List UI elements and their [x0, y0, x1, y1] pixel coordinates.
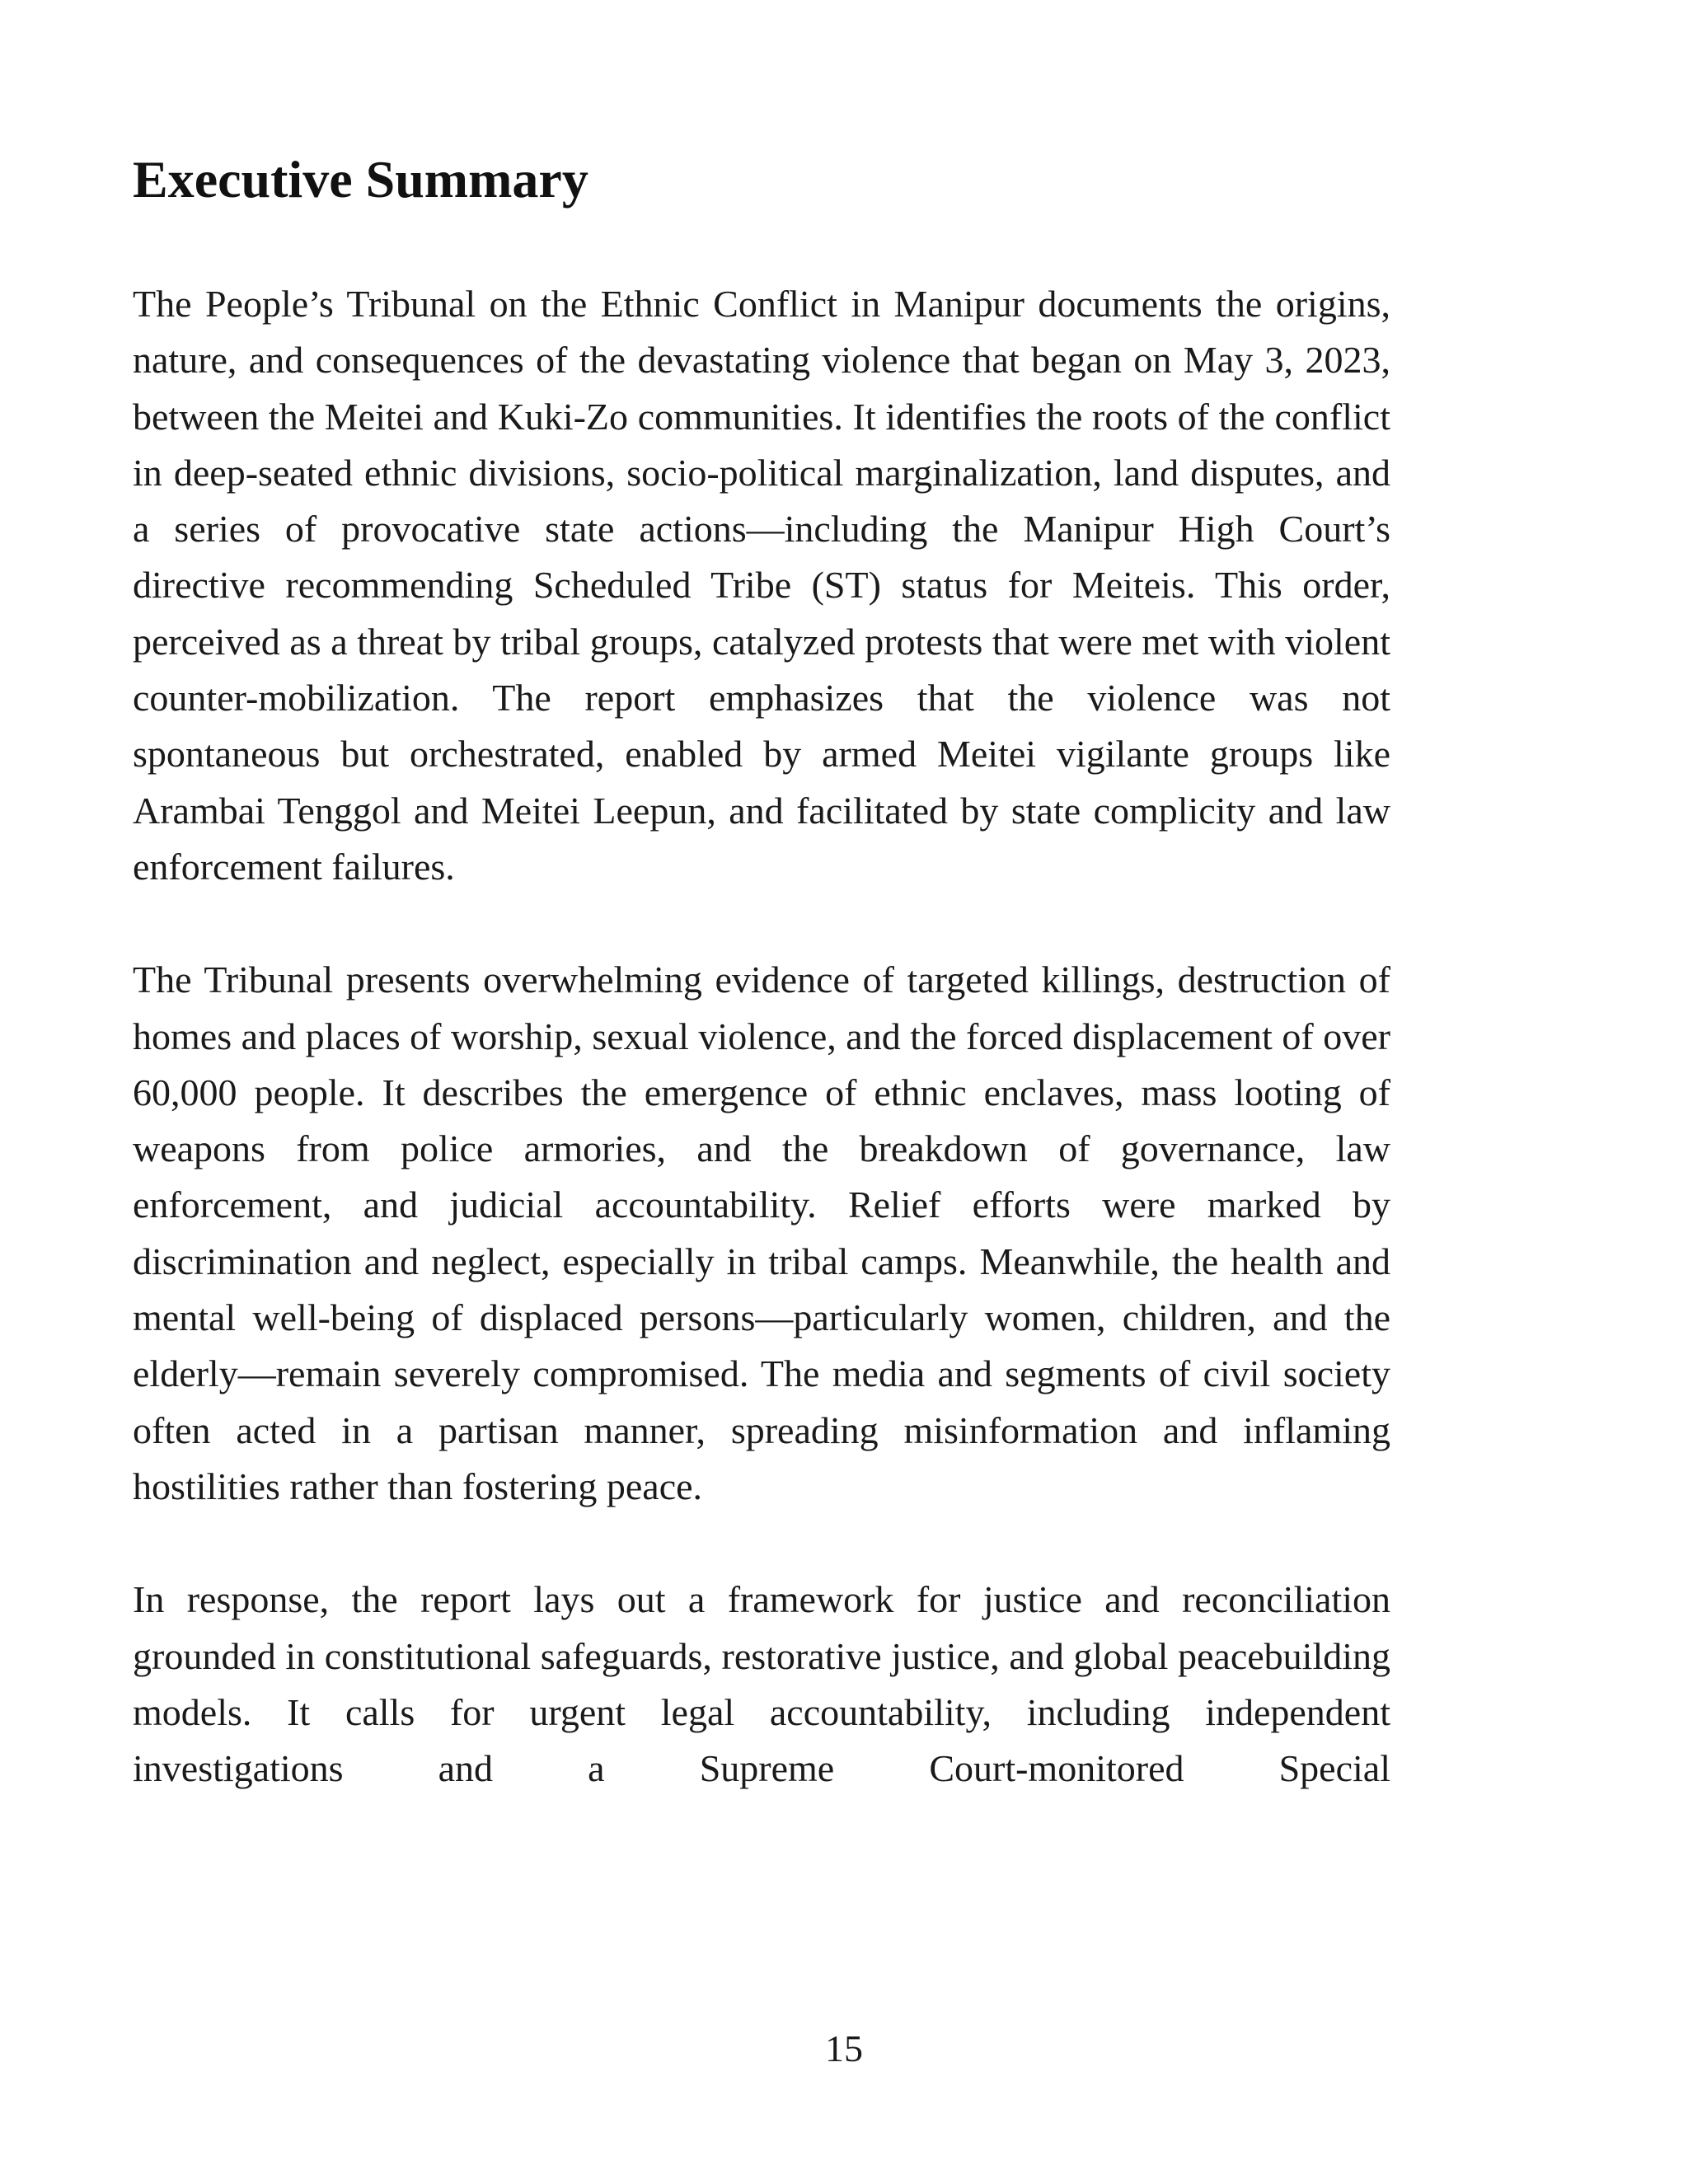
paragraph-3: In response, the report lays out a framework for justice and reconciliation grounded in constitutional safeguards, restorative justice, and global peacebuilding models. It calls for urgent legal accountability, including independent investigations and a Supreme Court-monitored Special [133, 1578, 1390, 1790]
page-title: Executive Summary [133, 150, 588, 209]
page-number: 15 [825, 2027, 863, 2069]
paragraph-2: The Tribunal presents overwhelming evidence of targeted killings, destruction of homes and places of worship, sexual violence, and the forced displacement of over 60,000 people. It describes the emergence of ethnic enclaves, mass looting of weapons from police armories, and the breakdown of governance, law enforcement, and judicial accountability. Relief efforts were marked by discrimination and neglect, especially in tribal camps. Meanwhile, the health and mental well-being of displaced persons—particularly women, children, and the elderly—remain severely compromised. The media and segments of civil society often acted in a partisan manner, spreading misinformation and inflaming hostilities rather than fostering peace. [133, 958, 1390, 1507]
paragraph-1: The People’s Tribunal on the Ethnic Conflict in Manipur documents the origins, nature, and consequences of the devastating violence that began on May 3, 2023, between the Meitei and Kuki-Zo communities. It identifies the roots of the conflict in deep-seated ethnic divisions, socio-political marginalization, land disputes, and a series of provocative state actions—including the Manipur High Court’s directive recommending Scheduled Tribe (ST) status for Meiteis. This order, perceived as a threat by tribal groups, catalyzed protests that were met with violent counter-mobilization. The report emphasizes that the violence was not spontaneous but orchestrated, enabled by armed Meitei vigilante groups like Arambai Tenggol and Meitei Leepun, and facilitated by state complicity and law enforcement failures. [133, 283, 1390, 888]
body-text [133, 276, 1390, 1797]
